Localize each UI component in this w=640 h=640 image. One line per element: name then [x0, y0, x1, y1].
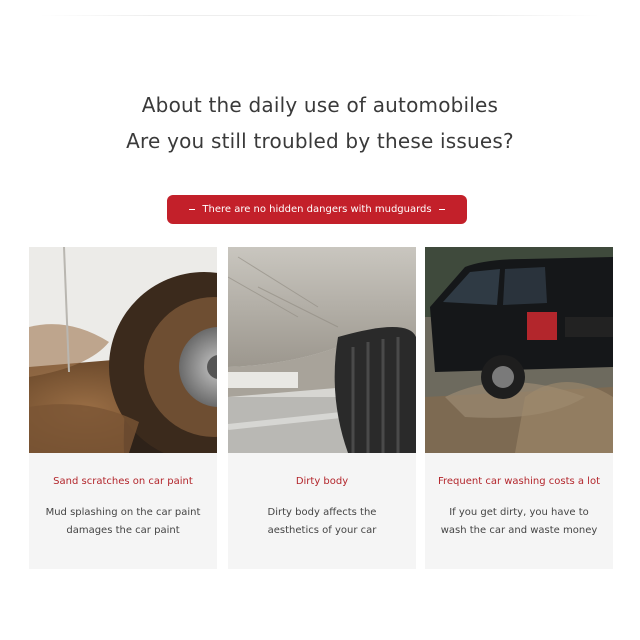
- top-divider: [40, 15, 600, 16]
- card-description: [234, 504, 410, 540]
- card-title: Frequent car washing costs a lot: [437, 476, 601, 487]
- banner-label: There are no hidden dangers with mudguards: [202, 204, 432, 215]
- card-title: Sand scratches on car paint: [53, 476, 193, 487]
- banner-dash-right: [439, 209, 445, 210]
- headline-line-2: Are you still troubled by these issues?: [126, 129, 514, 153]
- card-description-line-1: If you get dirty, you have to: [449, 507, 589, 518]
- issue-card-car-washing: [425, 247, 613, 569]
- card-description: [35, 504, 211, 540]
- card-description-line-1: Mud splashing on the car paint: [45, 507, 201, 518]
- banner-dash-left: [189, 209, 195, 210]
- card-description: [431, 504, 607, 540]
- card-description-line-1: Dirty body affects the: [267, 507, 377, 518]
- card-title: Dirty body: [295, 476, 349, 487]
- card-description-line-2: wash the car and waste money: [440, 525, 598, 536]
- headline-line-1: About the daily use of automobiles: [141, 93, 499, 117]
- issue-card-paint-scratches: [29, 247, 217, 569]
- card-description-line-2: damages the car paint: [66, 525, 180, 536]
- issue-card-dirty-body: [228, 247, 416, 569]
- card-description-line-2: aesthetics of your car: [267, 525, 377, 536]
- suv-dirt-road-photo: [425, 247, 613, 453]
- muddy-wheel-arch-photo: [29, 247, 217, 453]
- mudguard-banner: [167, 195, 467, 224]
- dirty-bumper-tire-photo: [228, 247, 416, 453]
